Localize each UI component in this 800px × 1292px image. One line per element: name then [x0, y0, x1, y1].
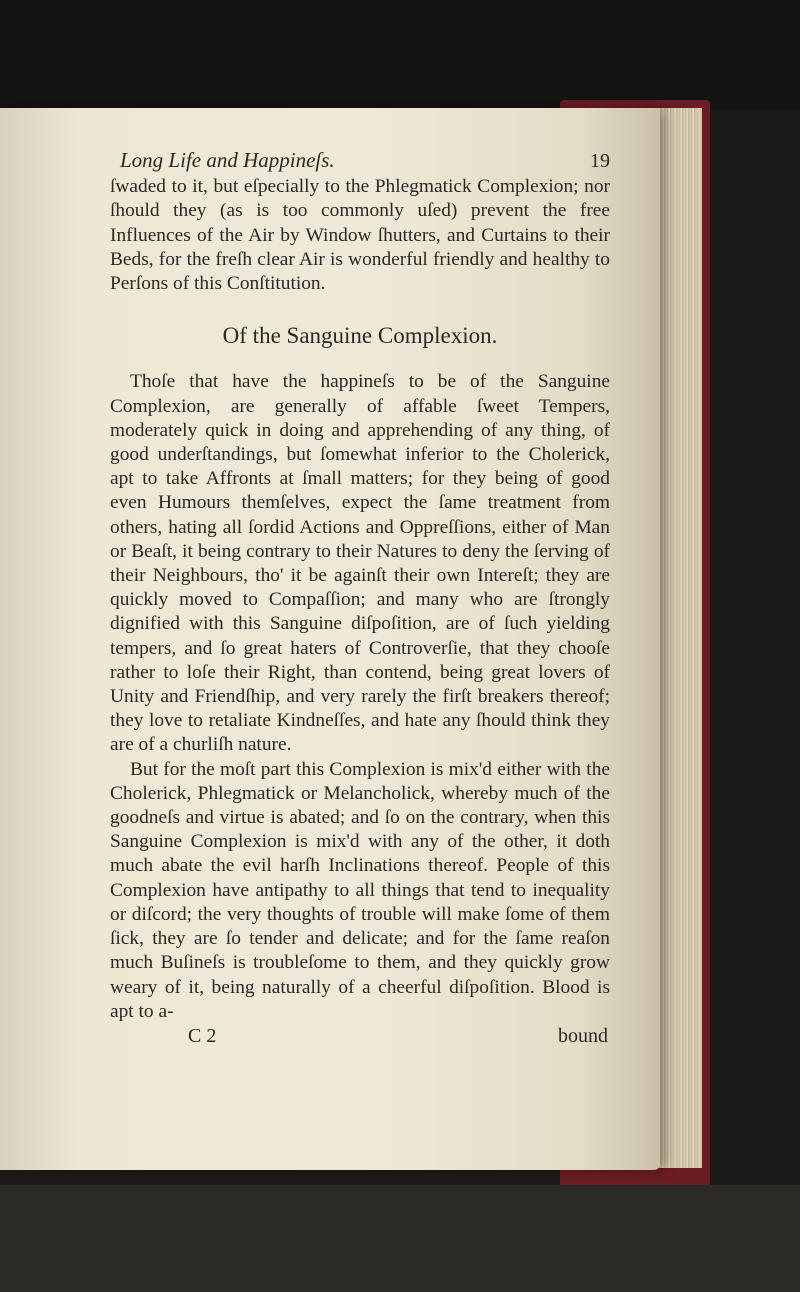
running-title: Long Life and Happineſs. [120, 148, 335, 172]
book-page [0, 108, 660, 1170]
paragraph-continuation: ſwaded to it, but eſpecially to the Phlegmatick Complexion; nor ſhould they (as is too commonly uſed) prevent the free Influences of the Air by Window ſhutters, and Curtains to their Beds, for the freſh clear Air is wonderful friendly and healthy to Perſons of this Conſtitution. [110, 176, 610, 295]
page-number: 19 [590, 150, 610, 172]
background-top [0, 0, 800, 110]
page-footer [110, 1024, 610, 1048]
catchword: bound [558, 1024, 608, 1047]
background-bottom [0, 1185, 800, 1292]
page-header [110, 148, 610, 173]
paragraph-mixed: But for the moſt part this Complexion is mix'd either with the Cholerick, Phlegmatick or Melancholick, whereby much of the goodneſs and virtue is abated; and ſo on the contrary, when this Sanguine Complexion is mix'd with any of the other, it doth much abate the evil harſh Inclinations thereof. People of this Complexion have antipathy to all things that tend to inequality or diſcord; the very thoughts of trouble will make ſome of them ſick, they are ſo tender and delicate; and for the ſame reaſon much Buſineſs is troubleſome to them, and they quickly grow weary of it, being naturally of a cheerful diſpoſition. Blood is apt to a- [110, 758, 610, 1022]
signature-mark: C 2 [188, 1024, 217, 1047]
page-text [110, 148, 610, 1048]
section-heading: Of the Sanguine Complexion. [222, 323, 498, 349]
paragraph-sanguine: Thoſe that have the happineſs to be of the Sanguine Complexion, are generally of affable ſweet Tempers, moderately quick in doing and apprehending of any thing, of good underſtandings, but ſomewhat inferior to the Cholerick, apt to take Affronts at ſmall matters; for they being of good even Humours themſelves, expect the ſame treatment from others, hating all ſordid Actions and Oppreſſions, either of Man or Beaſt, it being contrary to their Natures to deny the ſerving of their Neighbours, tho' it be againſt their own Intereſt; they are quickly moved to Compaſſion; and many who are ſtrongly dignified with this Sanguine diſpoſition, are of ſuch yielding tempers, and ſo great haters of Controverſie, that they chooſe rather to loſe their Right, than contend, being great lovers of Unity and Friendſhip, and very rarely the firſt breakers thereof; they love to retaliate Kindneſſes, and hate any ſhould think they are of a churliſh nature. [110, 371, 610, 756]
